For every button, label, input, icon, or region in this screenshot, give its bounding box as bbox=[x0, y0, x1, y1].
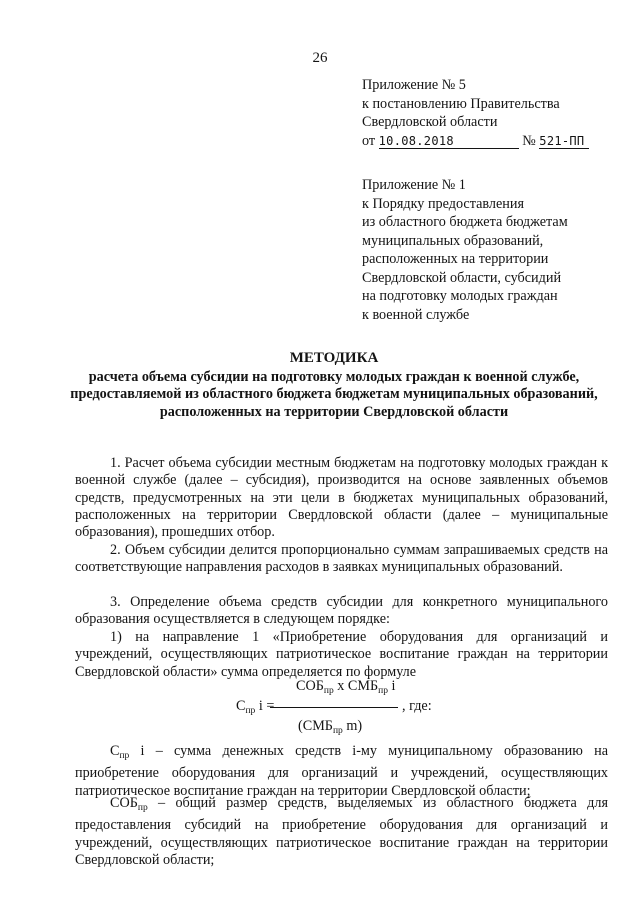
definition-1 bbox=[75, 743, 608, 800]
fraction-bar bbox=[270, 707, 398, 708]
paragraph-3 bbox=[75, 594, 608, 629]
page-number: 26 bbox=[312, 50, 328, 66]
appendix-1-line: муниципальных образований, bbox=[362, 232, 544, 249]
title-subtitle: расчета объема субсидии на подготовку молодых граждан к военной службе, предоставляемой из областного бюджета бюджетам муниципальных образований, расположенных на территории Свердловской области bbox=[70, 368, 598, 420]
paragraph-2 bbox=[75, 542, 608, 577]
paragraph-3-text: 3. Определение объема средств субсидии для конкретного муниципального образования осуществляется в следующем порядке: bbox=[75, 594, 608, 628]
number-prefix: № bbox=[522, 132, 536, 149]
decree-date: 10.08.2018 bbox=[379, 134, 519, 149]
decree-number: 521-ПП bbox=[539, 134, 589, 149]
appendix-1-line: Свердловской области, субсидий bbox=[362, 269, 562, 286]
appendix-1-header bbox=[362, 176, 568, 324]
paragraph-1-text: 1. Расчет объема субсидии местным бюджетам на подготовку молодых граждан к военной службе (далее – субсидия), производится на основе заявленных объемов средств, предусмотренных на эти цели в бюджетах муниципальных образований, расположенных на территории Свердловской области (далее – муниципальные образования), прошедших отбор. bbox=[75, 455, 608, 541]
appendix-5-decree: к постановлению Правительства bbox=[362, 95, 560, 112]
appendix-5-title: Приложение № 5 bbox=[362, 77, 466, 93]
paragraph-1 bbox=[75, 455, 608, 541]
definition-2 bbox=[75, 795, 608, 869]
definition-2-text: $СОБ_{пр}$ – общий размер средств, выделяемых из областного бюджета для предоставления субсидий на приобретение оборудования для организаций и учреждений, осуществляющих патриотическое воспитание граждан на территории Свердловской области; bbox=[75, 795, 608, 868]
formula bbox=[236, 677, 466, 737]
definition-1-text: $С_{пр}$ i – сумма денежных средств i-му муниципальному образованию на приобретение оборудования для организаций и учреждений, осуществляющих патриотическое воспитание граждан на территории Свердловской области; bbox=[75, 743, 608, 799]
paragraph-4 bbox=[75, 629, 608, 681]
appendix-1-line: на подготовку молодых граждан bbox=[362, 288, 558, 304]
paragraph-4-text: 1) на направление 1 «Приобретение оборудования для организаций и учреждений, осуществляющих патриотическое воспитание граждан на территории Свердловской области» сумма определяется по формуле bbox=[75, 629, 608, 680]
formula-lhs: $С_{пр}$ i = bbox=[236, 698, 275, 716]
appendix-1-line: Приложение № 1 bbox=[362, 177, 466, 193]
formula-where: , где: bbox=[402, 698, 432, 714]
appendix-1-line: к Порядку предоставления bbox=[362, 195, 524, 212]
formula-denominator: ($СМБ_{пр}$ m) bbox=[298, 718, 363, 736]
appendix-5-header bbox=[362, 76, 589, 150]
appendix-1-line: расположенных на территории bbox=[362, 251, 549, 267]
formula-numerator: $СОБ_{пр}$ х $СМБ_{пр}$ i bbox=[296, 678, 396, 696]
appendix-1-line: из областного бюджета бюджетам bbox=[362, 214, 568, 230]
title-heading: МЕТОДИКА bbox=[289, 350, 379, 366]
paragraph-2-text: 2. Объем субсидии делится пропорционально суммам запрашиваемых средств на соответствующие направления расходов в заявках муниципальных образований. bbox=[75, 542, 608, 576]
appendix-5-region: Свердловской области bbox=[362, 114, 498, 130]
date-prefix: от bbox=[362, 132, 376, 149]
appendix-1-line: к военной службе bbox=[362, 306, 470, 323]
appendix-5-date-line bbox=[362, 132, 589, 151]
document-title bbox=[60, 350, 608, 421]
